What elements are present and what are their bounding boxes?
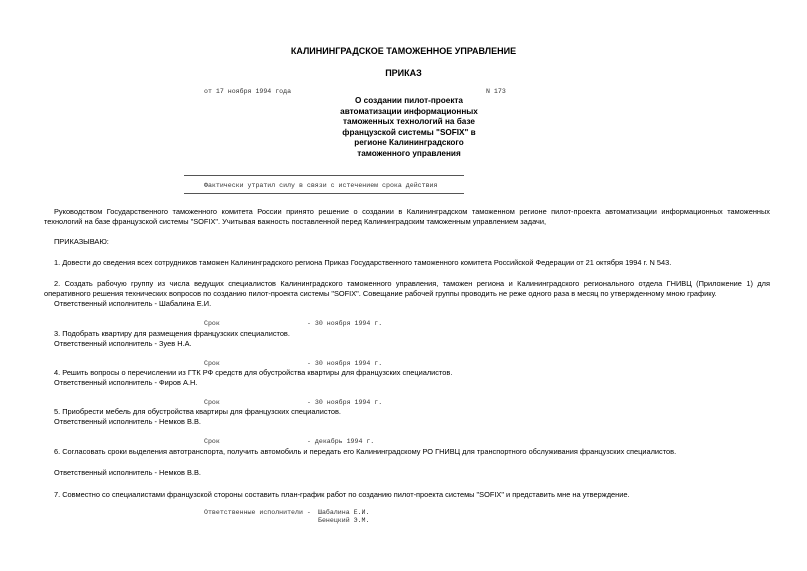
deadline-3-value: - 30 ноября 1994 г. — [307, 399, 383, 406]
organization-title: КАЛИНИНГРАДСКОЕ ТАМОЖЕННОЕ УПРАВЛЕНИЕ — [290, 46, 517, 56]
subject-line: таможенных технологий на базе — [343, 117, 475, 126]
item-5: 5. Приобрести мебель для обустройства квартиры для французских специалистов. — [54, 407, 341, 416]
status-divider-top — [184, 175, 464, 176]
deadline-2-label: Срок — [204, 360, 220, 367]
order-date: от 17 ноября 1994 года — [204, 88, 292, 95]
doc-type-title: ПРИКАЗ — [385, 68, 422, 78]
deadline-1-label: Срок — [204, 320, 220, 327]
item-3: 3. Подобрать квартиру для размещения французских специалистов. — [54, 329, 290, 338]
item-6: 6. Согласовать сроки выделения автотранспорта, получить автомобиль и передать его Калининградскому РО ГНИВЦ для транспортного обслуживания французских специалистов. — [54, 447, 677, 456]
preamble-paragraph: Руководством Государственного таможенного комитета России принято решение о создании в Калининградском таможенном регионе пилот-проекта автоматизации информационных таможенных технологий на базе французской системы "SOFIX". Учитывая важность поставленной перед Калининградским таможенным управлением задачи, — [44, 207, 770, 226]
status-note: Фактически утратил силу в связи с истечением срока действия — [204, 182, 438, 189]
item-7: 7. Совместно со специалистами французской стороны составить план-график работ по созданию пилот-проекта системы "SOFIX" и представить мне на утверждение. — [54, 490, 630, 499]
deadline-2-value: - 30 ноября 1994 г. — [307, 360, 383, 367]
item-2-responsible: Ответственный исполнитель - Шабалина Е.И. — [54, 299, 212, 308]
subject-line: автоматизации информационных — [340, 106, 478, 116]
item-4-responsible: Ответственный исполнитель - Фиров А.Н. — [54, 378, 198, 387]
status-divider-bottom — [184, 193, 464, 194]
item-7-responsible-name-1: Шабалина Е.И. — [318, 509, 370, 516]
deadline-4-label: Срок — [204, 438, 220, 445]
order-number: N 173 — [486, 88, 506, 95]
item-5-responsible: Ответственный исполнитель - Немков В.В. — [54, 417, 201, 426]
subject-line: регионе Калининградского — [354, 138, 464, 147]
item-6-responsible: Ответственный исполнитель - Немков В.В. — [54, 468, 201, 477]
item-7-responsible-name-2: Бенецкий Э.М. — [318, 517, 370, 524]
item-3-responsible: Ответственный исполнитель - Зуев Н.А. — [54, 339, 192, 348]
deadline-1-value: - 30 ноября 1994 г. — [307, 320, 383, 327]
subject-line: таможенного управления — [357, 148, 461, 158]
subject-line: О создании пилот-проекта — [355, 96, 463, 105]
order-word: ПРИКАЗЫВАЮ: — [54, 237, 109, 246]
item-1: 1. Довести до сведения всех сотрудников таможен Калининградского региона Приказ Государственного таможенного комитета Российской Федерации от 21 октября 1994 г. N 543. — [54, 258, 672, 267]
subject-line: французской системы "SOFIX" в — [342, 127, 476, 137]
item-2: 2. Создать рабочую группу из числа ведущих специалистов Калининградского таможенного управления, таможен региона и Калининградского регионального отдела ГНИВЦ (Приложение 1) для оперативного решения технических вопросов по созданию пилот-проекта системы "SOFIX". Совещание рабочей группы проводить не реже одного раза в месяц по утвержденному мною графику. — [44, 279, 770, 298]
item-7-responsible-label: Ответственные исполнители - — [204, 509, 311, 516]
deadline-3-label: Срок — [204, 399, 220, 406]
deadline-4-value: - декабрь 1994 г. — [307, 438, 375, 445]
order-subject — [320, 96, 498, 159]
item-4: 4. Решить вопросы о перечислении из ГТК РФ средств для обустройства квартиры для французских специалистов. — [54, 368, 453, 377]
